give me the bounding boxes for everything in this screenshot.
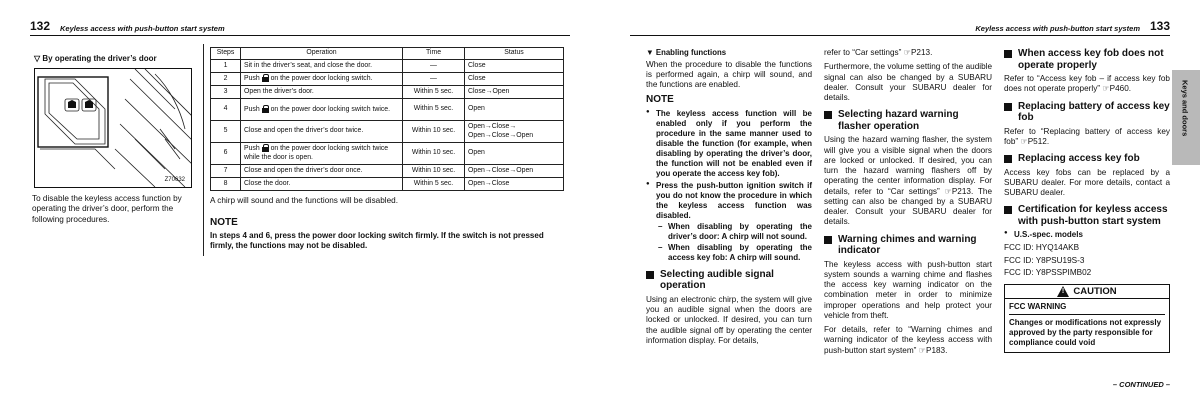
cell-time: Within 10 sec.: [403, 165, 465, 178]
note-title: NOTE: [646, 94, 674, 106]
left-running-head: Keyless access with push-button start system: [60, 23, 225, 33]
fcc-warning-text: Changes or modifications not expressly approved by the party responsible for compliance could void: [1009, 318, 1162, 347]
table-row: [211, 121, 564, 143]
audible-signal-heading: [646, 269, 812, 292]
note-dash-item: – When disabling by operating the access key fob: A chirp will sound.: [656, 243, 812, 263]
fcc-id: FCC ID: Y8PSU19S-3: [1004, 255, 1085, 265]
op-post-text: on the power door locking switch.: [270, 75, 373, 83]
note-bullet-text: Press the push-button ignition switch if you do not know the procedure in which the keyless access function was disabled.: [656, 180, 812, 220]
cell-status: Open: [465, 99, 564, 121]
chimes-text: The keyless access with push-button start system sounds a warning chime and flashes the access key warning indicator on the combination meter in order to minimize improper operations and help protect your vehicle from theft.: [824, 259, 992, 320]
table-row: [211, 73, 564, 86]
table-row: [211, 86, 564, 99]
lock-icon: [262, 74, 269, 82]
op-pre-text: Push: [244, 145, 260, 153]
note-sublist: [656, 222, 812, 263]
cell-operation: Close and open the driver’s door once.: [241, 165, 403, 178]
chimes-ref: For details, refer to “Warning chimes and warning indicator of the keyless access with push-button start system” ☞P183.: [824, 325, 992, 355]
column-divider: [203, 44, 204, 256]
cell-time: Within 10 sec.: [403, 121, 465, 143]
cell-status: Close→Open: [465, 86, 564, 99]
warning-triangle-icon: !: [1057, 286, 1069, 297]
op-post-text: on the power door locking switch twice.: [270, 105, 391, 113]
replace-text: Access key fobs can be replaced by a SUBARU dealer. For more details, contact a SUBARU dealer.: [1004, 167, 1170, 197]
cell-step: 6: [211, 143, 241, 165]
cell-status: Open: [465, 143, 564, 165]
note-bullet: ● The keyless access function will be enabled only if you perform the procedure in the same manner used to disable the function (for example, when disabling by operating the driver’s door, the function will not be enabled even if you operate the access key fob).: [646, 109, 812, 179]
section-square-icon: [1004, 155, 1012, 163]
left-note: [210, 217, 564, 251]
cell-step: 1: [211, 60, 241, 73]
section-title: Selecting audible signal operation: [660, 268, 774, 292]
caution-box: [1004, 284, 1170, 353]
fcc-id: FCC ID: Y8PSSPIMB02: [1004, 267, 1092, 277]
us-spec-item: ● U.S.-spec. models: [1004, 230, 1170, 240]
cell-operation: Close and open the driver’s door twice.: [241, 121, 403, 143]
table-row: [211, 178, 564, 191]
header-steps: Steps: [211, 48, 241, 60]
right-running-head: Keyless access with push-button start system: [975, 23, 1140, 33]
not-operate-heading: [1004, 48, 1170, 71]
table-row: [211, 60, 564, 73]
right-page-number: 133: [1149, 19, 1170, 33]
section-title: Replacing access key fob: [1018, 153, 1140, 164]
cell-step: 8: [211, 178, 241, 191]
chimes-heading: [824, 234, 992, 257]
note-list: [646, 109, 812, 263]
section-square-icon: [646, 271, 654, 279]
cell-time: Within 10 sec.: [403, 143, 465, 165]
note-title: NOTE: [210, 217, 238, 228]
cell-step: 7: [211, 165, 241, 178]
section-square-icon: [1004, 206, 1012, 214]
caution-label: CAUTION: [1073, 285, 1117, 297]
caution-header: [1005, 285, 1169, 299]
section-square-icon: [1004, 50, 1012, 58]
cell-operation: Sit in the driver’s seat, and close the door.: [241, 60, 403, 73]
section-square-icon: [824, 111, 832, 119]
volume-text: Furthermore, the volume setting of the audible signal can also be changed by a SUBARU dealer. Consult your SUBARU dealer for details.: [824, 62, 992, 102]
cell-status: Open→Close: [465, 178, 564, 191]
audible-signal-text: Using an electronic chirp, the system will give you an audible signal when the doors are locked or unlocked. If desired, you can turn the audible signal off by operating the center information display. For details,: [646, 294, 812, 345]
fcc-id: FCC ID: HYQ14AKB: [1004, 243, 1080, 253]
cell-step: 5: [211, 121, 241, 143]
not-operate-text: Refer to “Access key fob – if access key fob does not operate properly” ☞P460.: [1004, 74, 1170, 94]
right-page: [600, 0, 1200, 402]
cell-status: Close: [465, 73, 564, 86]
chirp-result-text: A chirp will sound and the functions will be disabled.: [210, 196, 398, 205]
figure-code: Z70632: [164, 176, 185, 183]
cell-step: 3: [211, 86, 241, 99]
cell-status: Open→Close→Open: [465, 165, 564, 178]
right-column-3: [1004, 48, 1170, 353]
caution-body: [1005, 299, 1169, 352]
table-header-row: [211, 48, 564, 60]
section-square-icon: [1004, 103, 1012, 111]
battery-text: Refer to “Replacing battery of access key fob” ☞P512.: [1004, 126, 1170, 146]
enabling-functions-text: When the procedure to disable the functions is performed again, a chirp will sound, and the functions are enabled.: [646, 59, 812, 90]
cell-step: 2: [211, 73, 241, 86]
left-header: [30, 20, 570, 36]
section-title: Certification for keyless access with push-button start system: [1018, 204, 1168, 227]
car-settings-ref: refer to “Car settings” ☞P213.: [824, 48, 933, 57]
section-tab-label: Keys and doors: [1180, 80, 1190, 137]
right-header: [630, 20, 1170, 36]
cell-status: Close: [465, 60, 564, 73]
cell-operation: [241, 73, 403, 86]
header-time: Time: [403, 48, 465, 60]
door-switch-illustration: [35, 69, 192, 188]
cell-time: Within 5 sec.: [403, 178, 465, 191]
cell-time: —: [403, 73, 465, 86]
hazard-text: Using the hazard warning flasher, the system will give you a visible signal when the doors are locked or unlocked. If desired, you can turn the hazard warning flashers off by operating the center information display. For details, refer to “Car settings” ☞P213. The setting can also be changed by a SUBARU dealer. Consult your SUBARU dealer for details.: [824, 135, 992, 227]
enabling-functions-heading: ▼ Enabling functions: [646, 48, 727, 57]
table-row: [211, 143, 564, 165]
op-pre-text: Push: [244, 75, 260, 83]
cell-step: 4: [211, 99, 241, 121]
cell-operation: [241, 99, 403, 121]
lock-icon: [262, 105, 269, 113]
cell-time: —: [403, 60, 465, 73]
note-bullet: [646, 181, 812, 263]
header-operation: Operation: [241, 48, 403, 60]
section-tab: [1172, 70, 1200, 165]
cell-operation: Open the driver’s door.: [241, 86, 403, 99]
cell-time: Within 5 sec.: [403, 86, 465, 99]
cell-operation: Close the door.: [241, 178, 403, 191]
spec-list: [1004, 230, 1170, 240]
cell-operation: [241, 143, 403, 165]
figure-title: ▽ By operating the driver’s door: [34, 54, 157, 63]
section-title: Warning chimes and warning indicator: [838, 233, 977, 256]
fcc-warning-title: FCC WARNING: [1009, 302, 1165, 315]
table-row: [211, 165, 564, 178]
cell-status: Open→Close→ Open→Close→Open: [465, 121, 564, 143]
note-body: In steps 4 and 6, press the power door locking switch firmly. If the switch is not pressed firmly, the functions may not be disabled.: [210, 230, 544, 250]
header-status: Status: [465, 48, 564, 60]
continued-marker: – CONTINUED –: [1112, 380, 1170, 389]
door-switch-figure: [34, 68, 192, 188]
hazard-heading: [824, 109, 992, 132]
certification-heading: [1004, 204, 1170, 227]
note-dash-item: – When disabling by operating the driver’s door: A chirp will not sound.: [656, 222, 812, 242]
replace-heading: [1004, 153, 1170, 165]
table-row: [211, 99, 564, 121]
section-title: Selecting hazard warning flasher operation: [838, 109, 959, 132]
op-pre-text: Push: [244, 105, 260, 113]
section-title: When access key fob does not operate properly: [1018, 48, 1164, 71]
right-column-2: [824, 48, 992, 360]
section-title: Replacing battery of access key fob: [1018, 100, 1170, 123]
steps-table: [210, 47, 564, 191]
op-post-text: on the power door locking switch twice while the door is open.: [244, 145, 389, 161]
section-square-icon: [824, 236, 832, 244]
intro-paragraph: To disable the keyless access function by operating the driver’s door, perform the following procedures.: [32, 194, 182, 224]
right-column-1: [646, 48, 812, 350]
cell-time: Within 5 sec.: [403, 99, 465, 121]
battery-heading: [1004, 101, 1170, 124]
left-page-number: 132: [30, 19, 51, 33]
lock-icon: [262, 144, 269, 152]
